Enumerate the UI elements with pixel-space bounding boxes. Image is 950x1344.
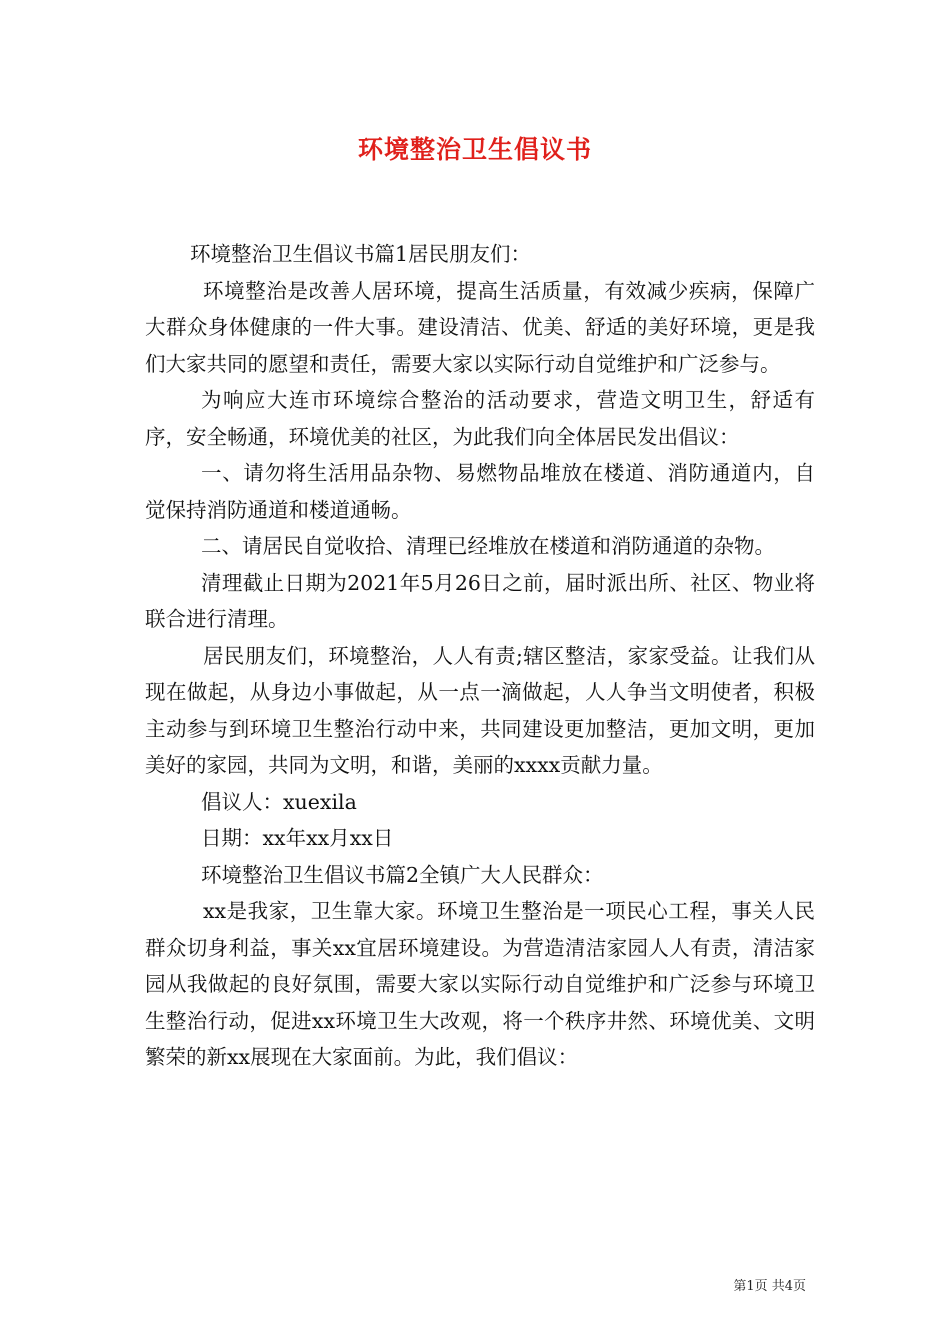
paragraph-item-1: 一、请勿将生活用品杂物、易燃物品堆放在楼道、消防通道内，自觉保持消防通道和楼道通畅。 <box>145 461 815 522</box>
paragraph: 居民朋友们，环境整治，人人有责;辖区整洁，家家受益。让我们从现在做起，从身边小事做起，从一点一滴做起，人人争当文明使者，积极主动参与到环境卫生整治行动中来，共同建设更加整洁，更加文明，更加美好的家园，共同为文明，和谐，美丽的xxxx贡献力量。 <box>145 643 815 777</box>
paragraph-heading-part2: 环境整治卫生倡议书篇2全镇广大人民群众： <box>201 862 604 887</box>
document-body <box>145 236 815 1076</box>
paragraph-item-2: 二、请居民自觉收拾、清理已经堆放在楼道和消防通道的杂物。 <box>201 534 775 558</box>
document-title: 环境整治卫生倡议书 <box>357 135 592 164</box>
page-number: 第1页 共4页 <box>733 1279 806 1294</box>
date-line: 日期：xx年xx月xx日 <box>201 826 394 850</box>
paragraph: 为响应大连市环境综合整治的活动要求，营造文明卫生，舒适有序，安全畅通，环境优美的社区，为此我们向全体居民发出倡议： <box>145 388 815 449</box>
paragraph-heading-part1: 环境整治卫生倡议书篇1居民朋友们： <box>190 242 532 266</box>
paragraph: xx是我家，卫生靠大家。环境卫生整治是一项民心工程，事关人民群众切身利益，事关xx宜居环境建设。为营造清洁家园人人有责，清洁家园从我做起的良好氛围，需要大家以实际行动自觉维护和广泛参与环境卫生整治行动，促进xx环境卫生大改观，将一个秩序井然、环境优美、文明繁荣的新xx展现在大家面前。为此，我们倡议： <box>145 899 815 1069</box>
paragraph: 环境整治是改善人居环境，提高生活质量，有效减少疾病，保障广大群众身体健康的一件大事。建设清洁、优美、舒适的美好环境，更是我们大家共同的愿望和责任，需要大家以实际行动自觉维护和广泛参与。 <box>145 278 815 376</box>
proposer-line: 倡议人：xuexila <box>201 789 357 814</box>
paragraph-deadline: 清理截止日期为2021年5月26日之前，届时派出所、社区、物业将联合进行清理。 <box>145 570 815 631</box>
